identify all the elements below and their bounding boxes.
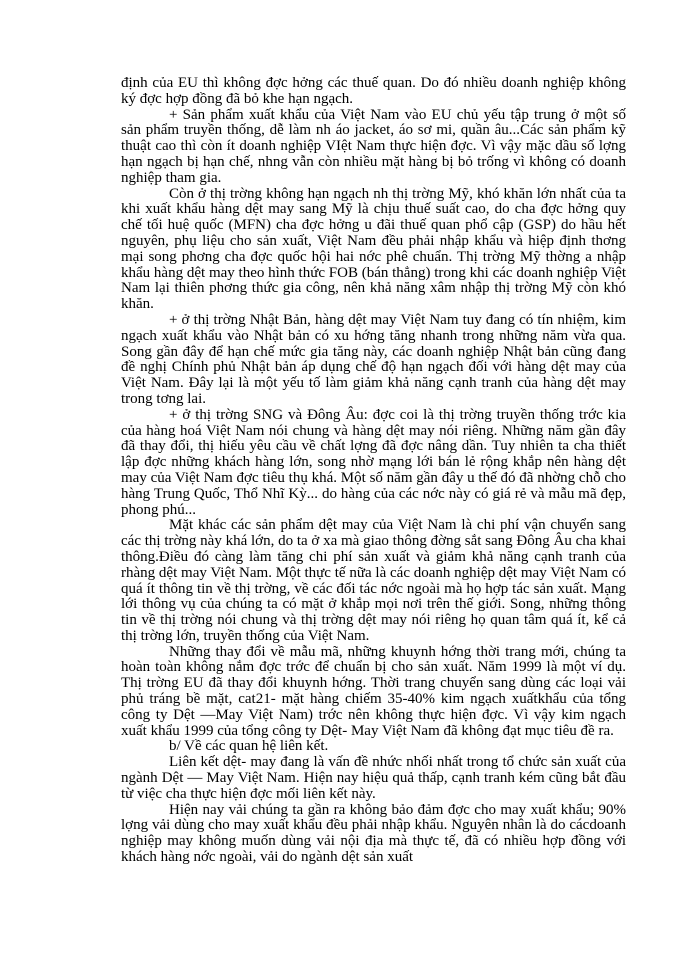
paragraph: Liên kết dệt- may đang là vấn đề nhức nhối nhất trong tổ chức sản xuất của ngành Dệt — May Việt Nam. Hiện nay hiệu quả thấp, cạnh tranh kém cũng bắt đầu từ việc cha thực hiện đợc mối liên kết này. bbox=[121, 754, 626, 802]
paragraph: + Sản phẩm xuất khẩu của Việt Nam vào EU chủ yếu tập trung ở một số sản phẩm truyền thống, dễ làm nh áo jacket, áo sơ mi, quần âu...Các sản phẩm kỹ thuật cao thì còn ít doanh nghiệp VIệt Nam thực hiện đợc. Vì vậy mặc dầu số lợng hạn ngạch bị hạn chế, nhng vẫn còn nhiều mặt hàng bị bỏ trống vì không có doanh nghiệp tham gia. bbox=[121, 106, 626, 186]
paragraph: Mặt khác các sản phẩm dệt may của Việt Nam là chi phí vận chuyển sang các thị trờng này khá lớn, do ta ở xa mà giao thông đờng sắt sang Đông Âu cha khai thông.Điều đó càng làm tăng chi phí sản xuất và giảm khả năng cạnh tranh của rhàng dệt may Việt Nam. Một thực tế nữa là các doanh nghiệp dệt may Việt Nam có quá ít thông tin về thị trờng, về các đối tác nớc ngoài mà họ hợp tác sản xuất. Mạng lới thông vụ của chúng ta có mặt ở khắp mọi nơi trên thế giới. Song, những thông tin về thị trờng nói chung và thị trờng dệt may nói riêng họ quan tâm quá ít, kể cả thị trờng lớn, truyền thống của Việt Nam. bbox=[121, 517, 626, 644]
paragraph: + ở thị trờng SNG và Đông Âu: đợc coi là thị trờng truyền thống trớc kia của hàng hoá Việt Nam nói chung và hàng dệt may nói riêng. Những năm gần đây đã thay đổi, thị hiếu yêu cầu về chất lợng đã đợc nâng dần. Tuy nhiên ta cha thiết lập đợc những khách hàng lớn, song nhờ mạng lới bán lẻ rộng khắp nên hàng dệt may của Việt Nam đợc tiêu thụ khá. Một số năm gần đây u thế đó đã nhờng chỗ cho hàng Trung Quốc, Thổ Nhĩ Kỳ... do hàng của các nớc này có giá rẻ và mẫu mã đẹp, phong phú... bbox=[121, 406, 626, 518]
paragraph: định của EU thì không đợc hởng các thuế quan. Do đó nhiều doanh nghiệp không ký đợc hợp đồng đã bỏ khe hạn ngạch. bbox=[121, 75, 626, 107]
paragraph: Những thay đổi về mẫu mã, những khuynh hớng thời trang mới, chúng ta hoàn toàn không nắm đợc trớc để chuẩn bị cho sản xuất. Năm 1999 là một ví dụ. Thị trờng EU đã thay đổi khuynh hớng. Thời trang chuyển sang dùng các loại vải phủ tráng bề mặt, cat21- mặt hàng chiếm 35-40% kim ngạch xuấtkhẩu của tổng công ty Dệt —May Việt Nam) trớc nên không thực hiện đợc. Vì vậy kim ngạch xuất khẩu 1999 của tổng công ty Dệt- May Việt Nam đã không đạt mục tiêu đề ra. bbox=[121, 643, 626, 739]
body-text bbox=[121, 76, 626, 866]
paragraph: Còn ở thị trờng không hạn ngạch nh thị trờng Mỹ, khó khăn lớn nhất của ta khi xuất khẩu hàng dệt may sang Mỹ là chịu thuế suất cao, do cha đợc hởng quy chế tối huệ quốc (MFN) cha đợc hởng u đãi thuế quan phổ cập (GSP) do hầu hết nguyên, phụ liệu cho sản xuất, Việt Nam đều phải nhập khẩu và hiệp định thơng mại song phơng cha đợc quốc hội hai nớc phê chuẩn. Thị trờng Mỹ thờng a nhập khẩu hàng dệt may theo hình thức FOB (bán thẳng) trong khi các doanh nghiệp Việt Nam lại thiên phơng thức gia công, nên khả năng xâm nhập thị trờng Mỹ còn khó khăn. bbox=[121, 185, 626, 313]
paragraph: Hiện nay vải chúng ta gần ra không bảo đảm đợc cho may xuất khẩu; 90% lợng vải dùng cho may xuất khẩu đều phải nhập khẩu. Nguyên nhân là do cácdoanh nghiệp may không muốn dùng vải nội địa mà thực tế, đã có nhiều hợp đồng với khách hàng nớc ngoài, vải do ngành dệt sản xuất bbox=[121, 801, 626, 866]
section-heading: b/ Về các quan hệ liên kết. bbox=[169, 738, 329, 755]
paragraph: + ở thị trờng Nhật Bản, hàng dệt may Việt Nam tuy đang có tín nhiệm, kim ngạch xuất khẩu vào Nhật bản có xu hớng tăng nhanh trong những năm vừa qua. Song gần đây để hạn chế mức gia tăng này, các doanh nghiệp Nhật bản cũng đang đề nghị Chính phủ Nhật bản áp dụng chế độ hạn ngạch đối với hàng dệt may của Việt Nam. Đây lại là một yếu tố làm giảm khả năng cạnh tranh của hàng dệt may trong tơng lai. bbox=[121, 311, 626, 407]
